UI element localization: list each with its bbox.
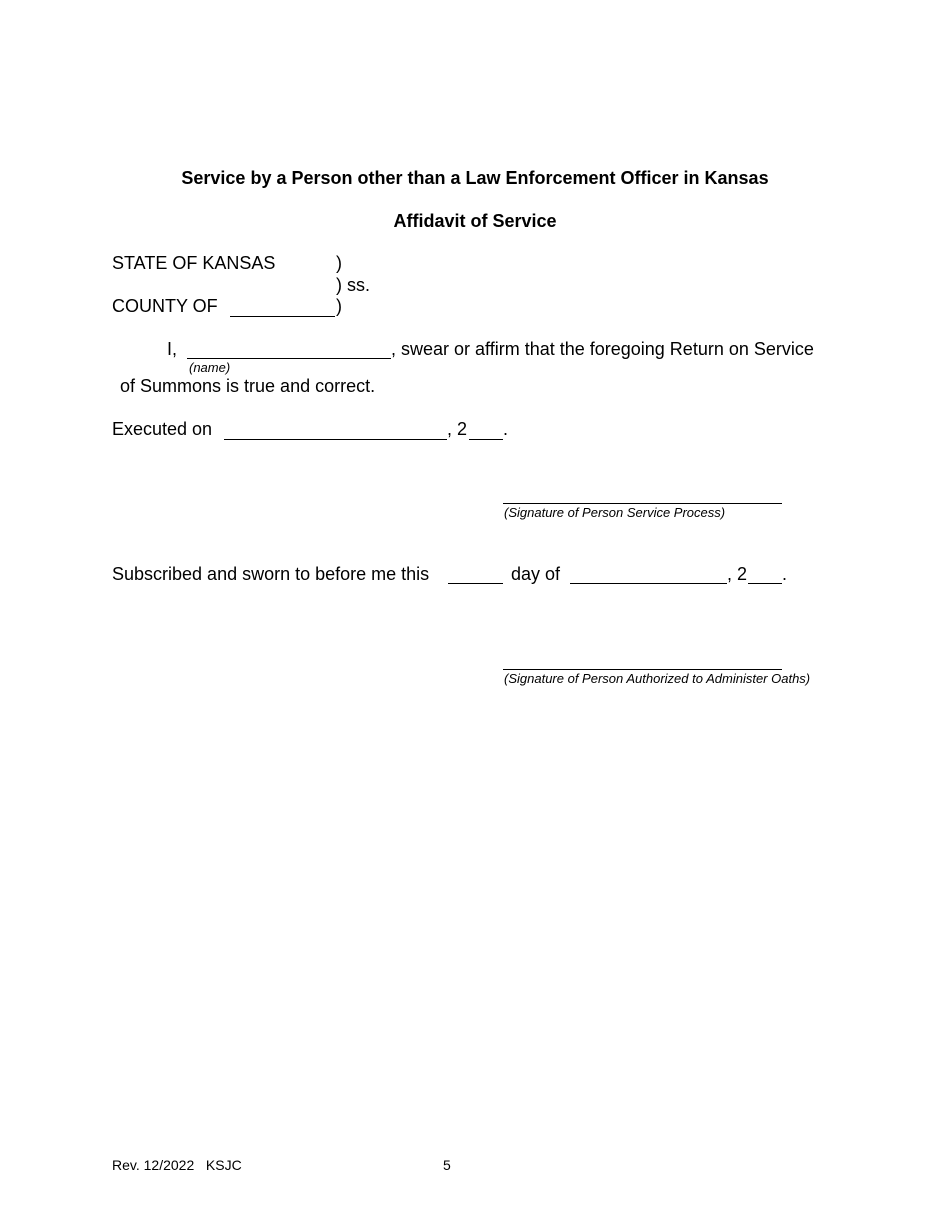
footer-revision: Rev. 12/2022 KSJC	[112, 1157, 242, 1173]
venue-paren-3: )	[336, 296, 342, 316]
name-blank-field[interactable]	[187, 358, 391, 359]
executed-date-blank-field[interactable]	[224, 439, 447, 440]
page-title: Service by a Person other than a Law Enforcement Officer in Kansas	[181, 168, 769, 188]
county-blank-field[interactable]	[230, 316, 335, 317]
county-label: COUNTY OF	[112, 296, 218, 316]
officer-signature-line[interactable]	[503, 669, 782, 670]
venue-paren-ss: ) ss.	[336, 275, 370, 295]
name-caption: (name)	[189, 360, 231, 375]
subscribed-label: Subscribed and sworn to before me this	[112, 564, 430, 584]
server-signature-line[interactable]	[503, 503, 782, 504]
subscribed-month-blank-field[interactable]	[570, 583, 727, 584]
state-label: STATE OF KANSAS	[112, 253, 276, 273]
server-signature-caption: (Signature of Person Service Process)	[504, 505, 726, 520]
executed-year-prefix: , 2	[447, 419, 468, 439]
executed-label: Executed on	[112, 419, 213, 439]
subscribed-year-blank-field[interactable]	[748, 583, 782, 584]
affirmation-continuation: of Summons is true and correct.	[120, 376, 376, 396]
page-number: 5	[443, 1157, 451, 1173]
subscribed-day-of: day of	[511, 564, 561, 584]
venue-paren-1: )	[336, 253, 342, 273]
subscribed-year-prefix: , 2	[727, 564, 748, 584]
subscribed-day-blank-field[interactable]	[448, 583, 503, 584]
executed-period: .	[503, 419, 509, 439]
officer-signature-caption: (Signature of Person Authorized to Administer Oaths)	[504, 671, 811, 686]
executed-year-blank-field[interactable]	[469, 439, 503, 440]
subscribed-period: .	[782, 564, 788, 584]
affirmation-prefix: I,	[167, 339, 178, 359]
affirmation-suffix: , swear or affirm that the foregoing Return on Service	[391, 339, 814, 359]
page-subtitle: Affidavit of Service	[393, 211, 557, 231]
